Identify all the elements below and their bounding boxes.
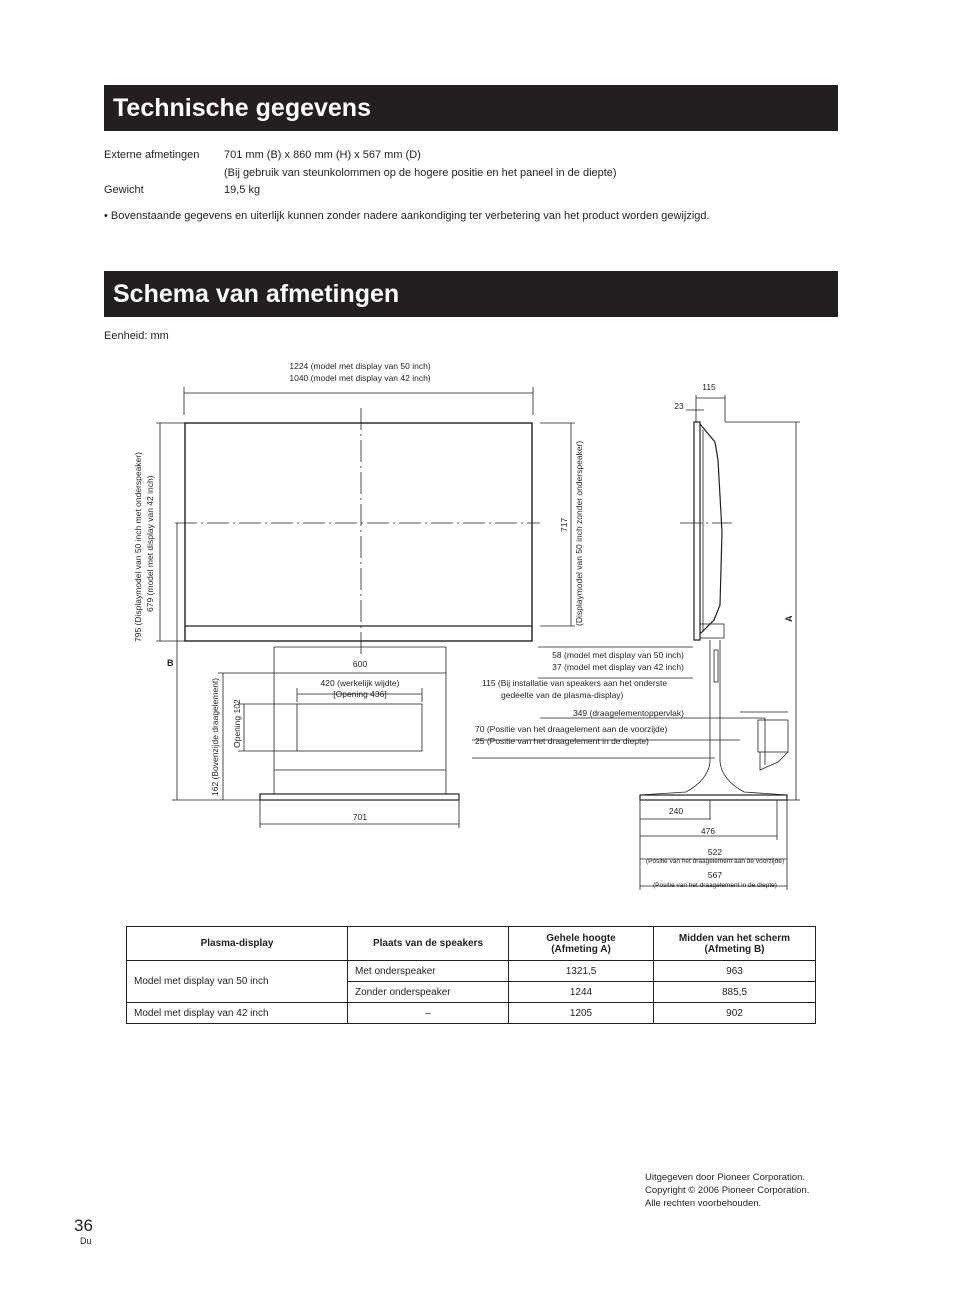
weight-label: Gewicht xyxy=(104,184,144,196)
dim-width-42: 1040 (model met display van 42 inch) xyxy=(289,373,431,383)
footer-line: Uitgegeven door Pioneer Corporation. xyxy=(645,1172,806,1183)
page-language: Du xyxy=(80,1236,92,1246)
dim-opening-436: [Opening 436] xyxy=(333,689,387,699)
dim-height-717-note: (Displaymodel van 50 inch zonder onderspeaker) xyxy=(574,440,584,626)
side-view xyxy=(472,395,800,890)
label-a: A xyxy=(784,615,794,622)
dim-top-115: 115 xyxy=(702,382,716,392)
col-header-height-line2: (Afmeting A) xyxy=(551,943,611,955)
dim-height-795: 795 (Displaymodel van 50 inch met onderspeaker) xyxy=(133,452,143,642)
dim-height-679: 679 (model met display van 42 inch) xyxy=(145,475,155,612)
footer-line: Alle rechten voorbehouden. xyxy=(645,1198,762,1209)
dim-58: 58 (model met display van 50 inch) xyxy=(552,650,684,660)
dim-522: 522 xyxy=(707,847,723,857)
table-row xyxy=(127,1003,816,1024)
dim-600: 600 xyxy=(352,659,368,669)
dim-width-50: 1224 (model met display van 50 inch) xyxy=(289,361,431,371)
col-header-height xyxy=(509,927,654,961)
dim-bracket-162: 162 (Bovenzijde draagelement) xyxy=(210,677,220,796)
col-header-speaker: Plaats van de speakers xyxy=(348,927,509,961)
notice: • Bovenstaande gegevens en uiterlijk kunnen zonder nadere aankondiging ter verbetering van het product worden gewijzigd. xyxy=(104,210,710,222)
weight-value: 19,5 kg xyxy=(224,184,261,196)
dims-label: Externe afmetingen xyxy=(104,149,200,161)
cell-speaker: Met onderspeaker xyxy=(348,961,509,982)
cell-speaker: Zonder onderspeaker xyxy=(348,982,509,1003)
dim-701: 701 xyxy=(352,812,368,822)
col-header-center xyxy=(654,927,816,961)
section-title-schema: Schema van afmetingen xyxy=(104,271,838,317)
cell-speaker: – xyxy=(348,1003,509,1024)
panel-outline xyxy=(185,423,532,641)
dim-567: 567 xyxy=(707,870,723,880)
dim-349: 349 (draagelementoppervlak) xyxy=(572,708,684,718)
cell-center-b: 885,5 xyxy=(654,982,816,1003)
dim-opening-height: Opening 102 xyxy=(232,699,242,748)
cell-height-a: 1205 xyxy=(509,1003,654,1024)
dim-476: 476 xyxy=(700,826,716,836)
col-header-center-line1: Midden van het scherm xyxy=(678,932,791,944)
publisher-footer xyxy=(645,1171,809,1210)
cell-height-a: 1244 xyxy=(509,982,654,1003)
col-header-center-line2: (Afmeting B) xyxy=(704,943,765,955)
dim-70: 70 (Positie van het draagelement aan de voorzijde) xyxy=(475,724,668,734)
dimension-diagram xyxy=(0,350,954,910)
cell-center-b: 963 xyxy=(654,961,816,982)
col-header-model: Plasma-display xyxy=(127,927,348,961)
cell-model: Model met display van 50 inch xyxy=(127,961,348,1003)
dim-115-speakers: 115 (Bij installatie van speakers aan het onderste xyxy=(482,678,668,688)
dims-note: (Bij gebruik van steunkolommen op de hogere positie en het paneel in de diepte) xyxy=(224,167,617,179)
dim-115-speakers-note: gedeelte van de plasma-display) xyxy=(501,690,624,700)
cell-model: Model met display van 42 inch xyxy=(127,1003,348,1024)
dim-top-23: 23 xyxy=(674,401,684,411)
page-number: 36 xyxy=(74,1216,93,1235)
section-title-specs: Technische gegevens xyxy=(104,85,838,131)
col-header-height-line1: Gehele hoogte xyxy=(546,932,616,944)
unit-label: Eenheid: mm xyxy=(104,330,169,342)
dim-25: 25 (Positie van het draagelement in de diepte) xyxy=(475,736,649,746)
dim-567-note: (Positie van het draagelement in de diepte) xyxy=(653,882,777,889)
label-b: B xyxy=(167,658,174,668)
cell-center-b: 902 xyxy=(654,1003,816,1024)
dim-37: 37 (model met display van 42 inch) xyxy=(552,662,684,672)
stand-base xyxy=(260,794,459,800)
dim-240: 240 xyxy=(668,806,684,816)
footer-line: Copyright © 2006 Pioneer Corporation. xyxy=(645,1185,810,1196)
dim-522-note: (Positie van het draagelement aan de voorzijde) xyxy=(645,858,785,865)
dim-opening-width: 420 (werkelijk wijdte) xyxy=(320,678,400,688)
dim-height-717: 717 xyxy=(559,517,569,532)
table-row xyxy=(127,961,816,982)
cell-height-a: 1321,5 xyxy=(509,961,654,982)
dims-value: 701 mm (B) x 860 mm (H) x 567 mm (D) xyxy=(224,149,421,161)
dimensions-table xyxy=(126,926,816,1024)
